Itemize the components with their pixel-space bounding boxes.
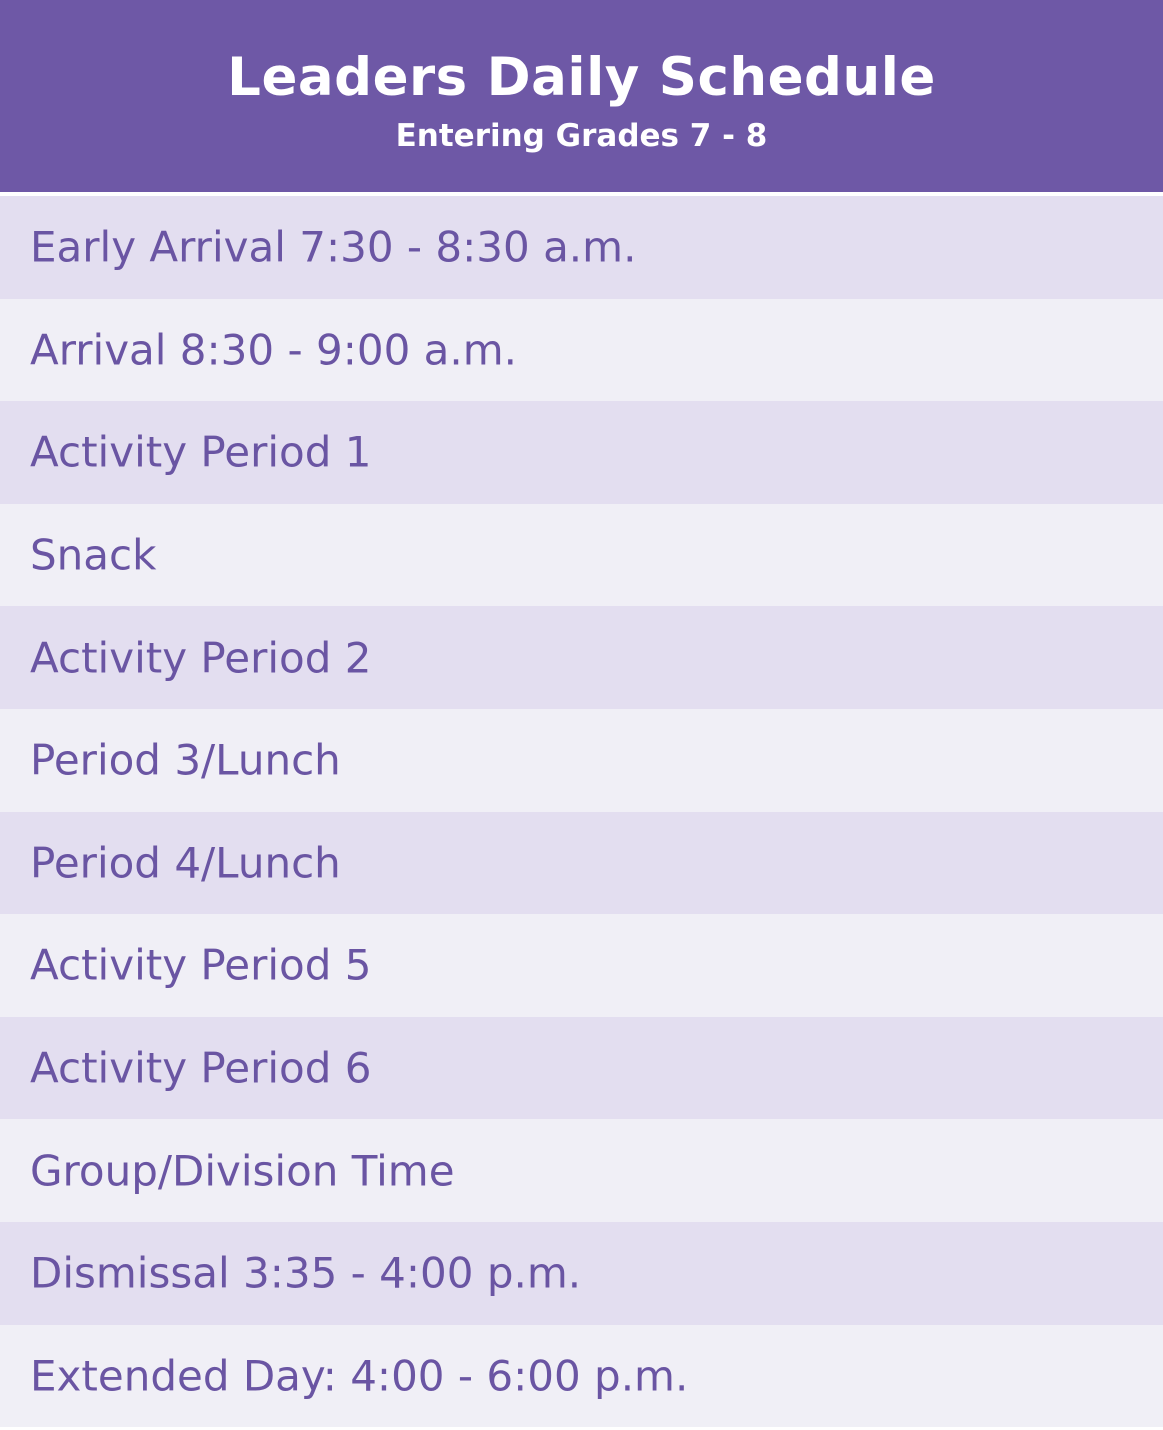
- schedule-item-label: Dismissal 3:35 - 4:00 p.m.: [30, 1248, 582, 1298]
- schedule-item-label: Activity Period 5: [30, 940, 372, 990]
- schedule-row: [0, 1119, 1163, 1222]
- schedule-item-label: Activity Period 1: [30, 427, 372, 477]
- schedule-list: [0, 196, 1163, 1427]
- schedule-item-label: Activity Period 6: [30, 1043, 372, 1093]
- schedule-item-label: Arrival 8:30 - 9:00 a.m.: [30, 325, 517, 375]
- schedule-row: [0, 812, 1163, 915]
- page-title: Leaders Daily Schedule: [227, 47, 936, 108]
- schedule-row: [0, 914, 1163, 1017]
- schedule-row: [0, 606, 1163, 709]
- schedule-item-label: Snack: [30, 530, 157, 580]
- schedule-row: [0, 299, 1163, 402]
- page-subtitle: Entering Grades 7 - 8: [395, 118, 768, 154]
- schedule-row: [0, 709, 1163, 812]
- schedule-item-label: Early Arrival 7:30 - 8:30 a.m.: [30, 222, 637, 272]
- schedule-header: [0, 0, 1163, 192]
- schedule-row: [0, 1017, 1163, 1120]
- schedule-item-label: Period 3/Lunch: [30, 735, 341, 785]
- schedule-row: [0, 401, 1163, 504]
- schedule-item-label: Group/Division Time: [30, 1146, 455, 1196]
- schedule-item-label: Extended Day: 4:00 - 6:00 p.m.: [30, 1351, 689, 1401]
- schedule-row: [0, 504, 1163, 607]
- schedule-row: [0, 1222, 1163, 1325]
- schedule-row: [0, 196, 1163, 299]
- schedule-row: [0, 1325, 1163, 1428]
- schedule-item-label: Period 4/Lunch: [30, 838, 341, 888]
- schedule-item-label: Activity Period 2: [30, 633, 372, 683]
